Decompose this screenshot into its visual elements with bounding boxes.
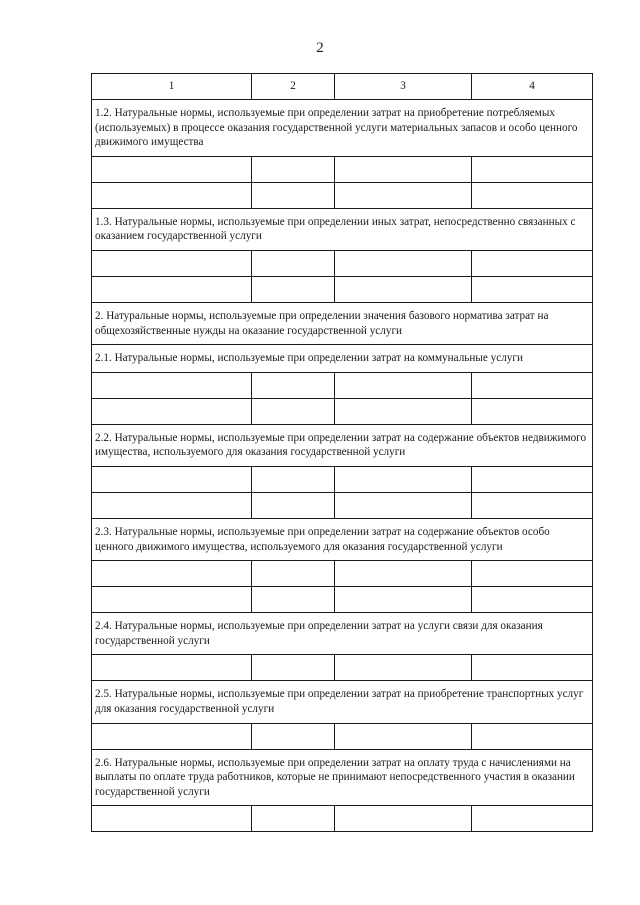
empty-cell <box>335 655 472 681</box>
empty-cell <box>472 723 593 749</box>
empty-cell <box>92 723 252 749</box>
section-row <box>92 424 593 466</box>
empty-data-row <box>92 561 593 587</box>
empty-data-row <box>92 182 593 208</box>
empty-data-row <box>92 398 593 424</box>
column-header: 1 <box>92 74 252 100</box>
empty-cell <box>335 806 472 832</box>
empty-cell <box>472 156 593 182</box>
empty-cell <box>92 372 252 398</box>
empty-data-row <box>92 466 593 492</box>
page-number: 2 <box>316 40 324 56</box>
empty-data-row <box>92 250 593 276</box>
empty-cell <box>92 276 252 302</box>
empty-cell <box>335 372 472 398</box>
section-heading: 2.1. Натуральные нормы, используемые при определении затрат на коммунальные услуги <box>92 345 593 373</box>
empty-data-row <box>92 492 593 518</box>
section-heading: 1.2. Натуральные нормы, используемые при определении затрат на приобретение потребляемых (используемых) в процессе оказания государственной услуги материальных запасов и особо ценного движимого имущества <box>92 100 593 157</box>
empty-cell <box>335 182 472 208</box>
empty-cell <box>252 492 335 518</box>
empty-cell <box>472 655 593 681</box>
empty-cell <box>92 806 252 832</box>
empty-cell <box>92 250 252 276</box>
empty-cell <box>335 466 472 492</box>
empty-cell <box>335 156 472 182</box>
empty-cell <box>92 655 252 681</box>
empty-cell <box>335 250 472 276</box>
empty-cell <box>252 655 335 681</box>
empty-cell <box>92 466 252 492</box>
empty-cell <box>252 398 335 424</box>
empty-cell <box>252 372 335 398</box>
section-row <box>92 302 593 344</box>
section-heading: 1.3. Натуральные нормы, используемые при определении иных затрат, непосредственно связанных с оказанием государственной услуги <box>92 208 593 250</box>
empty-cell <box>252 723 335 749</box>
empty-data-row <box>92 156 593 182</box>
column-header: 3 <box>335 74 472 100</box>
empty-cell <box>252 182 335 208</box>
section-row <box>92 681 593 723</box>
empty-cell <box>252 156 335 182</box>
natural-norms-table <box>91 73 593 832</box>
empty-cell <box>92 156 252 182</box>
empty-cell <box>252 806 335 832</box>
empty-cell <box>472 276 593 302</box>
section-row <box>92 613 593 655</box>
empty-cell <box>472 561 593 587</box>
empty-cell <box>472 466 593 492</box>
section-row <box>92 208 593 250</box>
empty-cell <box>472 372 593 398</box>
empty-cell <box>335 587 472 613</box>
empty-cell <box>335 398 472 424</box>
empty-cell <box>472 587 593 613</box>
empty-cell <box>252 276 335 302</box>
empty-data-row <box>92 587 593 613</box>
empty-cell <box>335 561 472 587</box>
empty-cell <box>472 182 593 208</box>
section-heading: 2.2. Натуральные нормы, используемые при определении затрат на содержание объектов недвижимого имущества, используемого для оказания государственной услуги <box>92 424 593 466</box>
empty-cell <box>472 250 593 276</box>
empty-cell <box>92 182 252 208</box>
empty-cell <box>92 587 252 613</box>
empty-cell <box>472 492 593 518</box>
empty-cell <box>252 466 335 492</box>
column-header: 2 <box>252 74 335 100</box>
column-header: 4 <box>472 74 593 100</box>
empty-cell <box>252 587 335 613</box>
empty-cell <box>472 806 593 832</box>
empty-data-row <box>92 276 593 302</box>
empty-cell <box>335 723 472 749</box>
empty-cell <box>472 398 593 424</box>
section-heading: 2.6. Натуральные нормы, используемые при определении затрат на оплату труда с начислениями на выплаты по оплате труда работников, которые не принимают непосредственного участия в оказании государственной услуги <box>92 749 593 806</box>
section-heading: 2.5. Натуральные нормы, используемые при определении затрат на приобретение транспортных услуг для оказания государственной услуги <box>92 681 593 723</box>
empty-cell <box>252 250 335 276</box>
empty-data-row <box>92 655 593 681</box>
section-heading: 2.3. Натуральные нормы, используемые при определении затрат на содержание объектов особо ценного движимого имущества, используемого для оказания государственной услуги <box>92 518 593 560</box>
empty-cell <box>92 398 252 424</box>
empty-cell <box>92 561 252 587</box>
empty-data-row <box>92 806 593 832</box>
empty-cell <box>252 561 335 587</box>
empty-cell <box>335 276 472 302</box>
section-row <box>92 518 593 560</box>
empty-cell <box>335 492 472 518</box>
empty-data-row <box>92 372 593 398</box>
header-row <box>92 74 593 100</box>
section-row <box>92 100 593 157</box>
section-heading: 2.4. Натуральные нормы, используемые при определении затрат на услуги связи для оказания государственной услуги <box>92 613 593 655</box>
section-row <box>92 749 593 806</box>
section-heading: 2. Натуральные нормы, используемые при определении значения базового норматива затрат на общехозяйственные нужды на оказание государственной услуги <box>92 302 593 344</box>
table-body <box>92 74 593 832</box>
section-row <box>92 345 593 373</box>
empty-data-row <box>92 723 593 749</box>
empty-cell <box>92 492 252 518</box>
